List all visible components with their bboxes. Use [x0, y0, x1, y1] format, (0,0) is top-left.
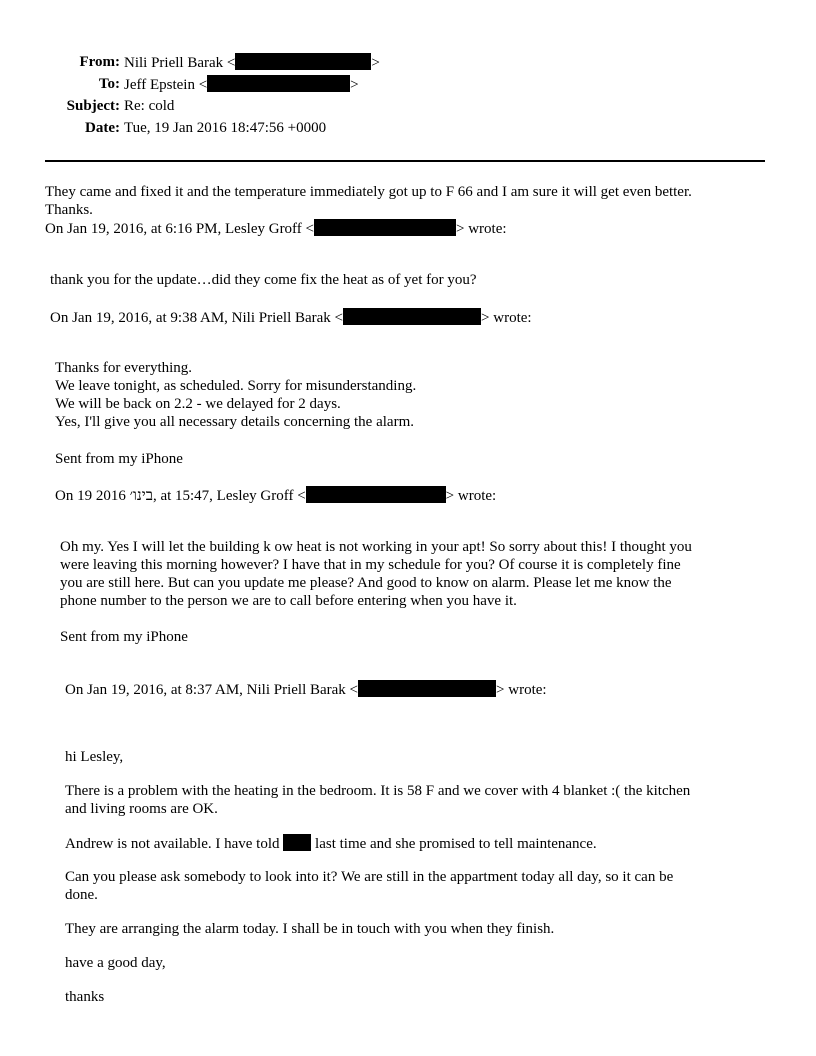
- redaction-bar: [283, 834, 311, 851]
- redaction-bar: [235, 53, 371, 70]
- header-to-value-wrap: [124, 75, 359, 94]
- message-4: [60, 538, 692, 610]
- message-5-signoff: [65, 988, 104, 1006]
- header-to-label: To:: [98, 76, 120, 92]
- p2-post: last time and she promised to tell maintenance.: [315, 836, 597, 852]
- header-date-label: Date:: [85, 120, 120, 136]
- message-line: were leaving this morning however? I have that in my schedule for you? Of course it is completely fine: [60, 557, 681, 573]
- quote-attribution-4: [65, 680, 547, 699]
- quote-attribution-2: [50, 308, 532, 327]
- message-line: you are still here. But can you update me please? And good to know on alarm. Please let me know the: [60, 575, 672, 591]
- header-divider: [45, 160, 765, 162]
- quote-post: > wrote:: [445, 488, 497, 504]
- header-to-value: Jeff Epstein <: [124, 77, 208, 93]
- header-from-end: >: [371, 55, 380, 71]
- message-line: thanks: [65, 989, 105, 1005]
- quote-attribution: [50, 308, 532, 327]
- message-3: [55, 359, 416, 431]
- message-line: We will be back on 2.2 - we delayed for 2 days.: [55, 396, 341, 412]
- message-5-closing: [65, 954, 166, 972]
- message-line: We leave tonight, as scheduled. Sorry for misunderstanding.: [55, 378, 417, 394]
- message-line: There is a problem with the heating in the bedroom. It is 58 F and we cover with 4 blanket :( the kitchen: [65, 783, 691, 799]
- signature: Sent from my iPhone: [55, 451, 183, 467]
- signature-3: [55, 450, 183, 468]
- quote-post: > wrote:: [456, 221, 507, 237]
- message-1: [45, 183, 692, 238]
- quote-pre: On Jan 19, 2016, at 9:38 AM, Nili Priell Barak <: [50, 310, 344, 326]
- message-line: Thanks.: [45, 202, 93, 218]
- quote-post: > wrote:: [496, 682, 547, 698]
- redaction-bar: [343, 308, 481, 325]
- header-subject-label: Subject:: [66, 98, 120, 114]
- message-line: Oh my. Yes I will let the building k ow heat is not working in your apt! So sorry about this! I thought you: [60, 539, 692, 555]
- message-line: thank you for the update…did they come fix the heat as of yet for you?: [50, 272, 477, 288]
- redaction-bar: [306, 486, 446, 503]
- quote-pre: On Jan 19, 2016, at 8:37 AM, Nili Priell Barak <: [65, 682, 359, 698]
- message-line: [65, 834, 597, 853]
- message-line: done.: [65, 887, 98, 903]
- message-5-p1: [65, 782, 690, 818]
- redaction-bar: [314, 219, 456, 236]
- p2-pre: Andrew is not available. I have told: [65, 836, 280, 852]
- message-5-p3: [65, 868, 673, 904]
- message-line: phone number to the person we are to call before entering when you have it.: [60, 593, 517, 609]
- message-line: and living rooms are OK.: [65, 801, 218, 817]
- message-line: Thanks for everything.: [55, 360, 193, 376]
- quote-attribution: [65, 680, 547, 699]
- message-2: [50, 271, 477, 289]
- redaction-bar: [207, 75, 350, 92]
- header-date-value: Tue, 19 Jan 2016 18:47:56 +0000: [124, 120, 327, 136]
- message-line: hi Lesley,: [65, 749, 124, 765]
- header-from-value: Nili Priell Barak <: [124, 55, 236, 71]
- quote-pre: On Jan 19, 2016, at 6:16 PM, Lesley Groff <: [45, 221, 314, 237]
- message-line: They are arranging the alarm today. I shall be in touch with you when they finish.: [65, 921, 555, 937]
- message-line: Yes, I'll give you all necessary details concerning the alarm.: [55, 414, 414, 430]
- message-line: They came and fixed it and the temperature immediately got up to F 66 and I am sure it will get even better.: [45, 184, 692, 200]
- header-from-value-wrap: [124, 53, 380, 72]
- signature: Sent from my iPhone: [60, 629, 188, 645]
- message-line: have a good day,: [65, 955, 166, 971]
- quote-attribution-3: [55, 486, 496, 505]
- signature-4: [60, 628, 188, 646]
- header-from-label: From:: [79, 54, 120, 70]
- quote-pre: On 19 2016 ‏בינו׳‎, at 15:47, Lesley Groff <: [55, 488, 306, 504]
- message-line: Can you please ask somebody to look into it? We are still in the appartment today all day, so it can be: [65, 869, 674, 885]
- header-subject-value: Re: cold: [124, 98, 175, 114]
- message-5-p2: [65, 834, 597, 853]
- message-5-p4: [65, 920, 554, 938]
- message-5-greeting: [65, 748, 123, 766]
- redaction-bar: [358, 680, 496, 697]
- quote-attribution: [45, 219, 692, 238]
- quote-post: > wrote:: [481, 310, 532, 326]
- quote-attribution: [55, 486, 496, 505]
- header-to-end: >: [350, 77, 359, 93]
